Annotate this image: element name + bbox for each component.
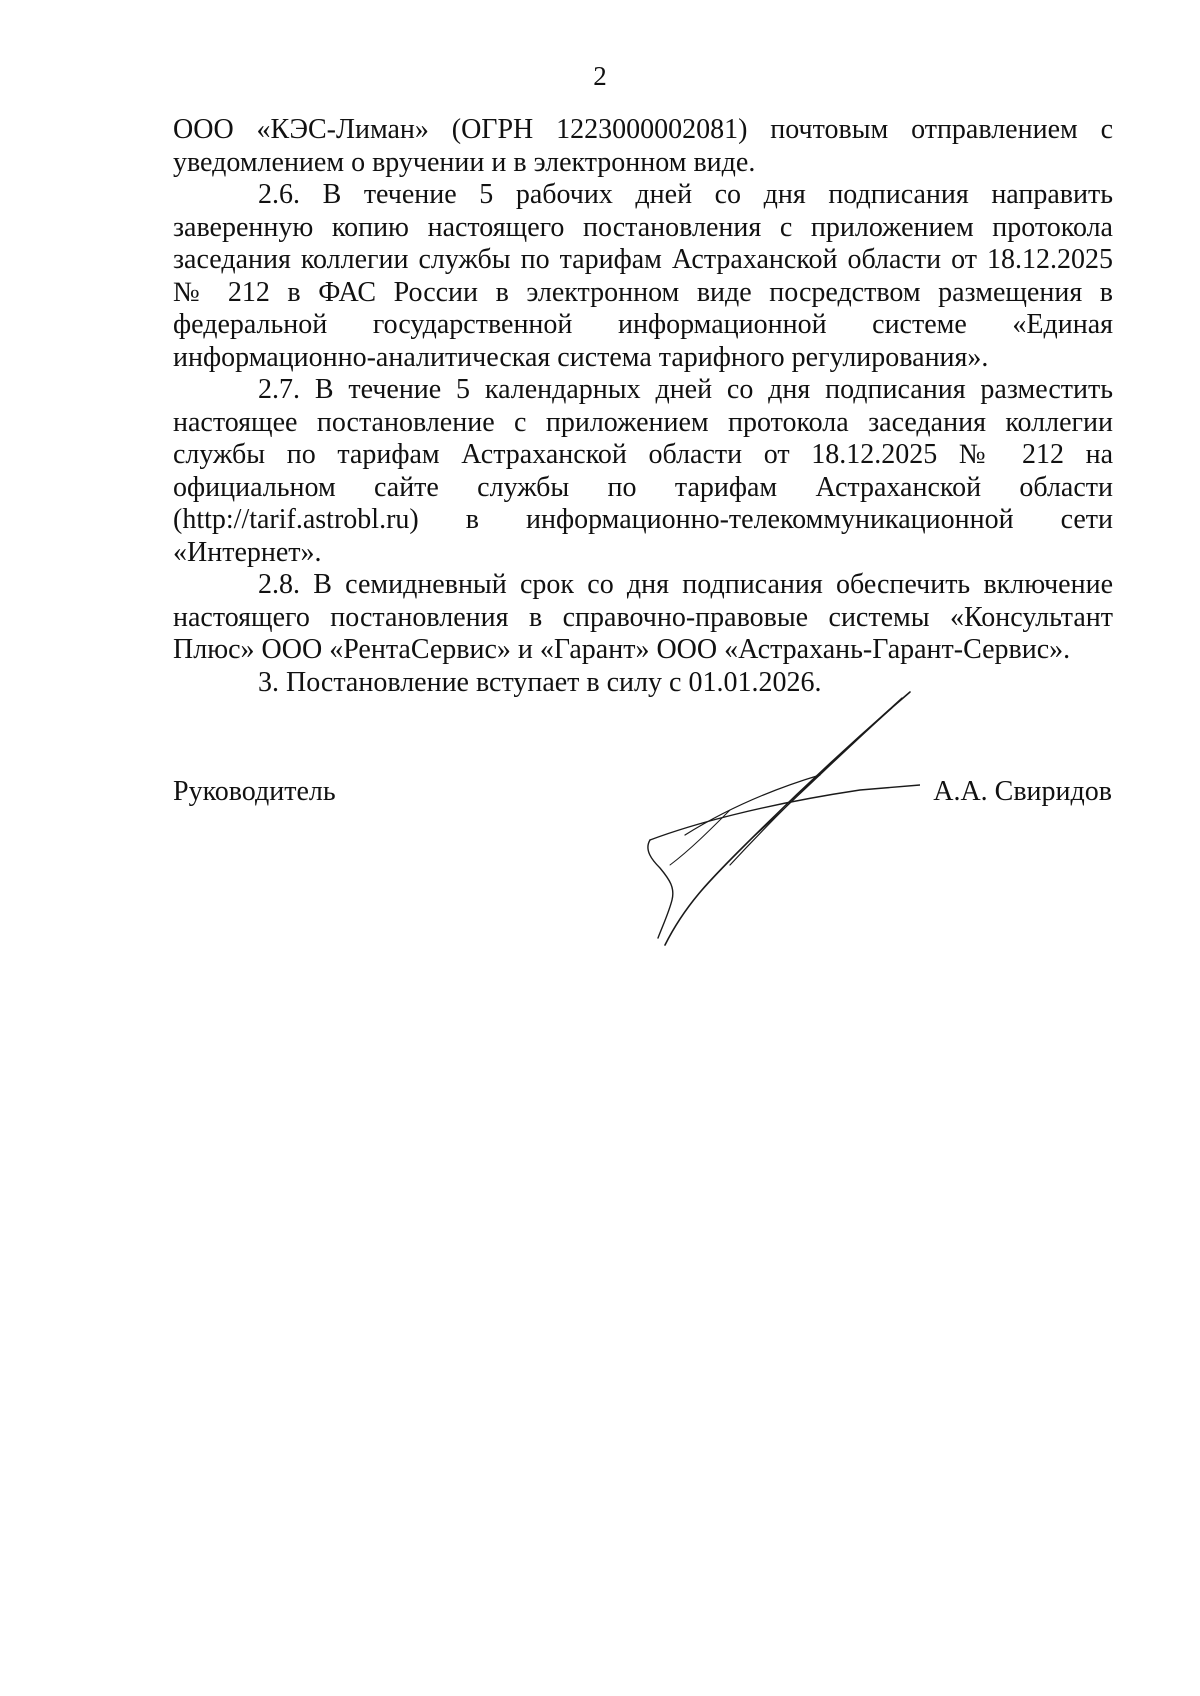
paragraph-2-6: 2.6. В течение 5 рабочих дней со дня подписания направить заверенную копию настоящего постановления с приложением протокола заседания коллегии службы по тарифам Астраханской области от 18.12.2025 № 212 в ФАС России в электронном виде посредством размещения в федеральной государственной информационной системе «Единая информационно-аналитическая система тарифного регулирования». <box>173 179 1113 373</box>
signatory-role: Руководитель <box>173 776 336 807</box>
paragraph-2-8: 2.8. В семидневный срок со дня подписания обеспечить включение настоящего постановления в справочно-правовые системы «Консультант Плюс» ООО «РентаСервис» и «Гарант» ООО «Астрахань-Гарант-Сервис». <box>173 569 1113 665</box>
paragraph-2-7: 2.7. В течение 5 календарных дней со дня подписания разместить настоящее постановление с приложением протокола заседания коллегии службы по тарифам Астраханской области от 18.12.2025 № 212 на официальном сайте службы по тарифам Астраханской области (http://tarif.astrobl.ru) в информационно-телекоммуникационной сети «Интернет». <box>173 374 1113 568</box>
handwritten-signature <box>630 690 920 950</box>
signatory-name: А.А. Свиридов <box>933 776 1112 807</box>
paragraph-3: 3. Постановление вступает в силу с 01.01.2026. <box>258 666 822 698</box>
document-body <box>173 114 1113 699</box>
page-number: 2 <box>593 61 607 91</box>
paragraph-continuation: ООО «КЭС-Лиман» (ОГРН 1223000002081) почтовым отправлением с уведомлением о вручении и в электронном виде. <box>173 114 1113 178</box>
